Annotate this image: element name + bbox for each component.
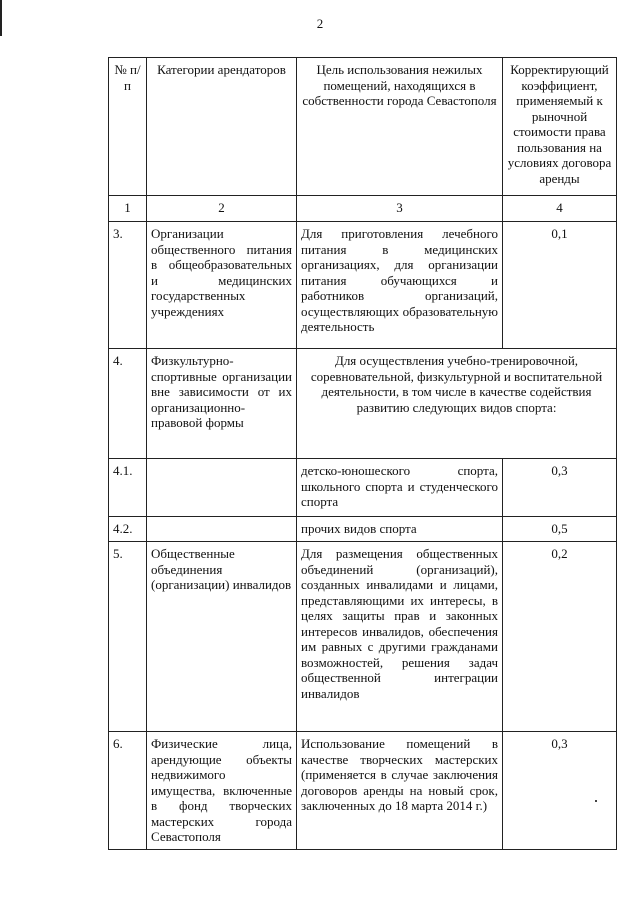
row-coefficient: 0,1 (503, 222, 617, 349)
table-row (109, 459, 617, 517)
row-number: 3. (109, 222, 147, 349)
column-number: 4 (503, 196, 617, 222)
row-number: 4.1. (109, 459, 147, 517)
table-row (109, 542, 617, 732)
row-number: 4.2. (109, 517, 147, 542)
table-row (109, 517, 617, 542)
row-coefficient: 0,5 (503, 517, 617, 542)
row-category (147, 459, 297, 517)
row-category: Физкультурно-спортивные организации вне зависимости от их организационно-правовой формы (147, 349, 297, 459)
row-coefficient: 0,3 (503, 732, 617, 850)
table-row (109, 222, 617, 349)
header-number: № п/п (109, 58, 147, 196)
page-number: 2 (316, 16, 324, 31)
table-header-row (109, 58, 617, 196)
column-number-row (109, 196, 617, 222)
header-coefficient: Корректирующий коэффициент, применяемый к рыночной стоимости права пользования на условиях договора аренды (503, 58, 617, 196)
row-purpose: Для приготовления лечебного питания в медицинских организациях, для организации питания обучающихся и работников организаций, осуществляющих образовательную деятельность (297, 222, 503, 349)
row-category: Общественные объединения (организации) инвалидов (147, 542, 297, 732)
column-number: 1 (109, 196, 147, 222)
row-category: Организации общественного питания в общеобразовательных и медицинских государственных учреждениях (147, 222, 297, 349)
scan-speck (595, 800, 597, 802)
table-row (109, 349, 617, 459)
row-purpose: Для осуществления учебно-тренировочной, соревновательной, физкультурной и воспитательной деятельности, в том числе в качестве содействия развитию следующих видов спорта: (297, 349, 617, 459)
row-purpose: Использование помещений в качестве творческих мастерских (применяется в случае заключения договоров аренды на новый срок, заключенных до 18 марта 2014 г.) (297, 732, 503, 850)
row-number: 6. (109, 732, 147, 850)
row-coefficient: 0,2 (503, 542, 617, 732)
table-row (109, 732, 617, 850)
row-purpose: Для размещения общественных объединений (организаций), созданных инвалидами и лицами, представляющими их интересы, в целях защиты прав и законных интересов инвалидов, обеспечения им равных с другими гражданами возможностей, решения задач общественной интеграции инвалидов (297, 542, 503, 732)
column-number: 3 (297, 196, 503, 222)
row-category: Физические лица, арендующие объекты недвижимого имущества, включенные в фонд творческих мастерских города Севастополя (147, 732, 297, 850)
row-purpose: прочих видов спорта (297, 517, 503, 542)
header-purpose: Цель использования нежилых помещений, находящихся в собственности города Севастополя (297, 58, 503, 196)
row-purpose: детско-юношеского спорта, школьного спорта и студенческого спорта (297, 459, 503, 517)
row-number: 5. (109, 542, 147, 732)
row-coefficient: 0,3 (503, 459, 617, 517)
rates-table (108, 57, 617, 850)
header-category: Категории арендаторов (147, 58, 297, 196)
column-number: 2 (147, 196, 297, 222)
row-category (147, 517, 297, 542)
row-number: 4. (109, 349, 147, 459)
